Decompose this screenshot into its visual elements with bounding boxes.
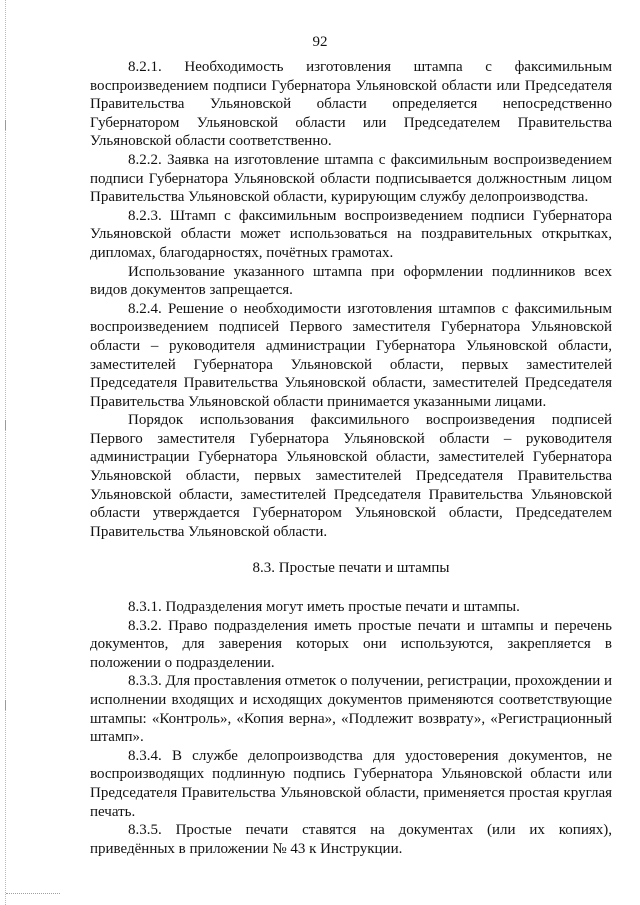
paragraph-facsimile-procedure: Порядок использования факсимильного воспроизведения подписей Первого заместителя Губернатора Ульяновской области – руководителя администрации Губернатора Ульяновской области, заместителей Губернатора Ульяновской области, первых заместителей Председателя Правительства Ульяновской области, заместителей Председателя Правительства Ульяновской области утверждается Губернатором Ульяновской области, Председателем Правительства Ульяновской области. [90,412,612,540]
paragraph-8-2-4: 8.2.4. Решение о необходимости изготовления штампов с факсимильным воспроизведением подписей Первого заместителя Губернатора Ульяновской области – руководителя администрации Губернатора Ульяновской области, заместителей Губернатора Ульяновской области, первых заместителей Председателя Правительства Ульяновской области, заместителей Председателя Правительства Ульяновской области принимается указанными лицами. [90,300,612,410]
paragraph-stamp-usage-prohibition: Использование указанного штампа при оформлении подлинников всех видов документов запрещается. [90,263,612,299]
scan-artifact [5,420,6,430]
scan-edge-left [5,0,6,905]
scan-artifact [5,700,6,710]
paragraph-8-3-3: 8.3.3. Для проставления отметок о получении, регистрации, прохождении и исполнении входящих и исходящих документов применяются соответствующие штампы: «Контроль», «Копия верна», «Подлежит возврату», «Регистрационный штамп». [90,673,612,746]
paragraph-8-2-1: 8.2.1. Необходимость изготовления штампа с факсимильным воспроизведением подписи Губернатора Ульяновской области или Председателя Правительства Ульяновской области определяется непосредственно Губернатором Ульяновской области или Председателем Правительства Ульяновской области соответственно. [90,59,612,150]
scan-artifact [5,120,6,130]
document-body [90,58,612,858]
paragraph-8-3-1: 8.3.1. Подразделения могут иметь простые печати и штампы. [128,599,520,616]
section-heading: 8.3. Простые печати и штампы [252,560,450,577]
paragraph-8-3-5: 8.3.5. Простые печати ставятся на документах (или их копиях), приведённых в приложении № 43 к Инструкции. [90,822,612,857]
paragraph-8-2-2: 8.2.2. Заявка на изготовление штампа с факсимильным воспроизведением подписи Губернатора Ульяновской области подписывается должностным лицом Правительства Ульяновской области, курирующим службу делопроизводства. [90,151,612,206]
scan-edge-bottom [6,893,60,894]
paragraph-8-2-3: 8.2.3. Штамп с факсимильным воспроизведением подписи Губернатора Ульяновской области может использоваться на поздравительных открытках, дипломах, благодарностях, почётных грамотах. [90,207,612,261]
paragraph-8-3-2: 8.3.2. Право подразделения иметь простые печати и штампы и перечень документов, для заверения которых они используются, закрепляется в положении о подразделении. [90,617,612,671]
paragraph-8-3-4: 8.3.4. В службе делопроизводства для удостоверения документов, не воспроизводящих подлинную подпись Губернатора Ульяновской области или Председателя Правительства Ульяновской области, применяется простая круглая печать. [90,747,612,820]
page-number: 92 [312,34,328,50]
